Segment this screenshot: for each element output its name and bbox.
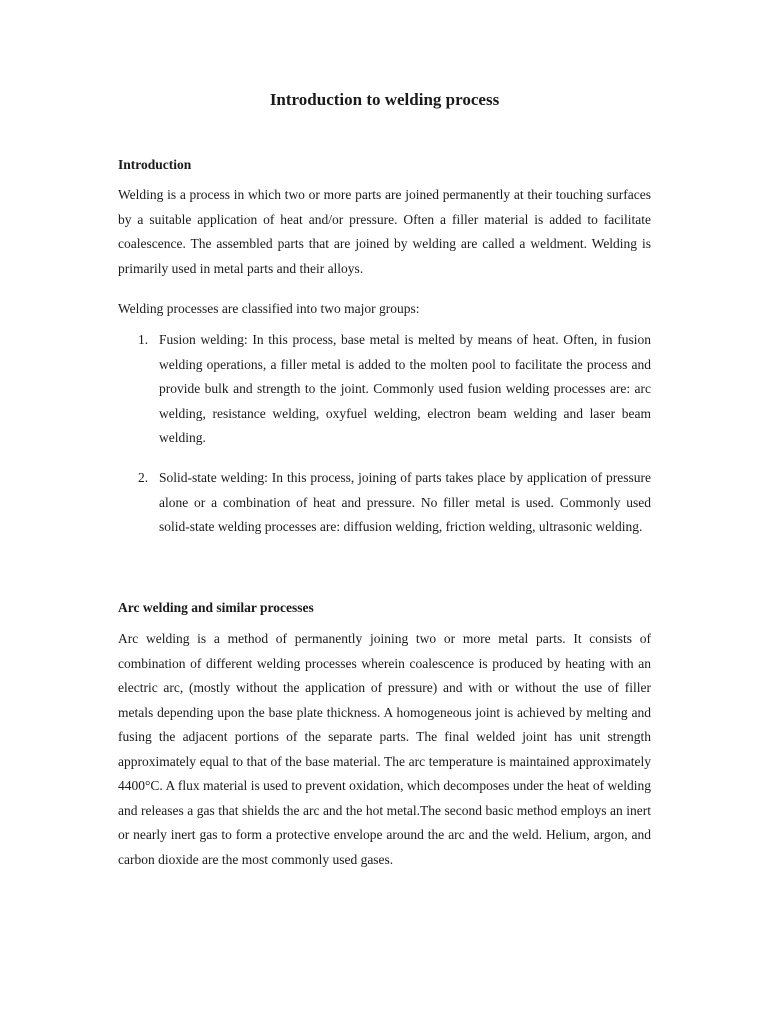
document-title: Introduction to welding process	[269, 90, 500, 109]
arc-welding-paragraph: Arc welding is a method of permanently joining two or more metal parts. It consists of combination of different welding processes wherein coalescence is produced by heating with an electric arc, (mostly without the application of pressure) and with or without the use of filler metals depending upon the base plate thickness. A homogeneous joint is achieved by melting and fusing the adjacent portions of the separate parts. The final welded joint has unit strength approximately equal to that of the base material. The arc temperature is maintained approximately 4400°C. A flux material is used to prevent oxidation, which decomposes under the heat of welding and releases a gas that shields the arc and the hot metal.The second basic method employs an inert or nearly inert gas to form a protective envelope around the arc and the weld. Helium, argon, and carbon dioxide are the most commonly used gases.	[118, 631, 651, 867]
groups-lead-paragraph: Welding processes are classified into two major groups:	[118, 301, 420, 316]
introduction-paragraph: Welding is a process in which two or more parts are joined permanently at their touching surfaces by a suitable application of heat and/or pressure. Often a filler material is added to facilitate coalescence. The assembled parts that are joined by welding are called a weldment. Welding is primarily used in metal parts and their alloys.	[118, 187, 651, 276]
list-number: 2.	[138, 470, 149, 485]
section-heading-introduction: Introduction	[118, 157, 192, 172]
section-heading-arc-welding: Arc welding and similar processes	[118, 600, 314, 615]
list-item-text: Fusion welding: In this process, base metal is melted by means of heat. Often, in fusion welding operations, a filler metal is added to the molten pool to facilitate the process and provide bulk and strength to the joint. Commonly used fusion welding processes are: arc welding, resistance welding, oxyfuel welding, electron beam welding and laser beam welding.	[159, 332, 651, 445]
list-number: 1.	[138, 332, 149, 347]
list-item-text: Solid-state welding: In this process, joining of parts takes place by application of pressure alone or a combination of heat and pressure. No filler metal is used. Commonly used solid-state welding processes are: diffusion welding, friction welding, ultrasonic welding.	[159, 470, 651, 534]
